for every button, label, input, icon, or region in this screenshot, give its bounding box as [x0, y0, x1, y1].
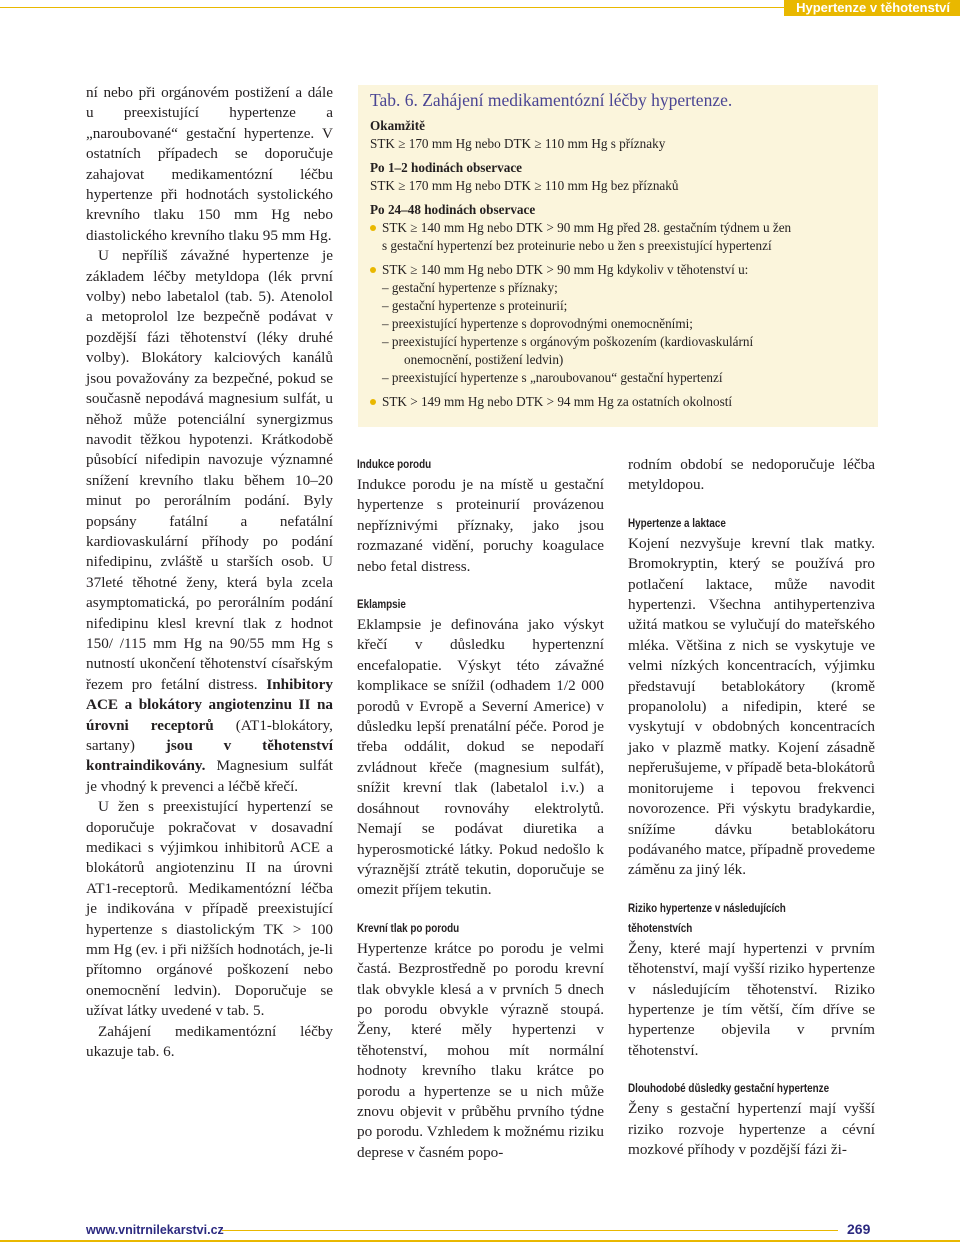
heading-labor-induction: Indukce porodu: [357, 459, 432, 471]
table-dash-4-cont: onemocnění, postižení ledvin): [404, 352, 564, 367]
table-section-immediate: Okamžitě: [370, 118, 425, 133]
table-dash-4: – preexistující hypertenze s orgánovým poškozením (kardiovaskulární: [382, 334, 754, 349]
left-paragraph-2: [86, 246, 333, 797]
table-6-box: [358, 85, 878, 427]
right-column: [628, 455, 875, 1160]
left-paragraph-2-text: U nepříliš závažné hypertenze je základem léčby metyldopa (lék první volby) nebo labetalol (tab. 5). Atenolol a metoprolol lze bezpečně podávat v pozdější fázi těhotenství (léky druhé volby). Blokátory kalciových kanálů jsou považovány za bezpečné, pokud se současně nepodává magnesium sulfát, u něhož může potenciální synergizmus navodit těžkou hypotenzi. Krátkodobě působící nifedipin navozuje významné snížení krevního tlaku během 10–20 minut po perorálním podání. Byly popsány fatální a nefatální kardiovaskulární příhody po podání nifedipinu, zvláště u starších osob. U 37leté těhotné ženy, která byla zcela asymptomatická, po perorálním podání nifedipinu klesl krevní tlak z hodnot 150/ /115 mm Hg na 90/55 mm Hg s nutností ukončení těhotenství císařským řezem pro fetální distress.: [86, 247, 333, 693]
table-dash-5: – preexistující hypertenze s „naroubovanou“ gestační hypertenzí: [382, 370, 723, 385]
running-header: [0, 0, 960, 16]
right-paragraph-3: Ženy s gestační hypertenzí mají vyšší riziko rozvoje hypertenze a cévní mozkové příhody v pozdější fázi ži-: [628, 1100, 875, 1158]
table-bullet-1-line-1: STK ≥ 140 mm Hg nebo DTK > 90 mm Hg před 28. gestačním týdnem u žen: [382, 220, 792, 235]
right-paragraph-2: Ženy, které mají hypertenzi v prvním těhotenství, mají vyšší riziko hypertenze v následujícím těhotenství. Riziko hypertenze je tím větší, čím dříve se hypertenze objevila v prvním těhotenství.: [628, 939, 875, 1059]
right-paragraph-0: rodním období se nedoporučuje léčba metyldopou.: [628, 456, 875, 494]
table-bullet-1: [370, 219, 866, 255]
heading-postpartum-bp: Krevní tlak po porodu: [357, 922, 460, 935]
mid-paragraph-2: Eklampsie je definována jako výskyt křečí v důsledku hypertenzní encefalopatie. Výskyt této závažné komplikace se snížil (odhadem 1/2 000 porodů v Evropě a Severní Americe) v důsledku lepší prenatální péče. Porod je třeba oddálit, dokud se nepodaří zvládnout křeče (magnesium sulfát), snížit krevní tlak (labetalol i.v.) a dosáhnout rovnováhy elektrolytů. Nemají se podávat diuretika a hyperosmotické látky. Pokud nedošlo k výraznější ztrátě tekutin, doporučuje se omezit příjem tekutin.: [357, 616, 604, 899]
table-line-1-2h: STK ≥ 170 mm Hg nebo DTK ≥ 110 mm Hg bez příznaků: [370, 178, 679, 193]
left-paragraph-2-bold-a: Inhibitory ACE a blokátory angiotenzinu II na úrovni receptorů: [86, 675, 333, 734]
left-paragraph-1: ní nebo při orgánovém postižení a dále u preexistující hypertenze a „naroubované“ gestační hypertenze. V ostatních případech se doporučuje zahajovat medikamentózní léčbu hypertenze při hodnotách systolického krevního tlaku 150 mm Hg nebo diastolického krevního tlaku 95 mm Hg.: [86, 84, 333, 244]
table-section-1-2h: Po 1–2 hodinách observace: [370, 160, 523, 175]
table-bullet-3-text: STK > 149 mm Hg nebo DTK > 94 mm Hg za ostatních okolností: [382, 394, 733, 409]
table-section-24-48h: Po 24–48 hodinách observace: [370, 202, 536, 217]
table-dash-1: – gestační hypertenze s příznaky;: [382, 280, 558, 295]
table-line-immediate: STK ≥ 170 mm Hg nebo DTK ≥ 110 mm Hg s příznaky: [370, 136, 666, 151]
left-column: [86, 83, 333, 1063]
table-title: Tab. 6. Zahájení medikamentózní léčby hypertenze.: [370, 90, 733, 110]
table-bullet-1-line-2: s gestační hypertenzí bez proteinurie nebo u žen s preexistující hypertenzí: [382, 238, 772, 253]
right-paragraph-1: Kojení nezvyšuje krevní tlak matky. Bromokryptin, který se používá pro potlačení laktace, může navodit hypertenzi. Všechna antihypertenziva užitá matkou se vylučují do mateřského mléka. Většina z nich se vyskytuje ve velmi nízkých koncentracích, výjimku představují betablokátory (kromě propanololu) a nifedipin, které se vyskytují v obdobných koncentracích jako v plazmě matky. Kojení zásadně nepřerušujeme, v případě beta-blokátorů monitorujeme i tepovou frekvenci novorozence. Při výskytu bradykardie, snížíme dávku betablokátoru podávaného matce, případně provedeme záměnu za jiný lék.: [628, 534, 875, 879]
heading-long-term-consequences: Dlouhodobé důsledky gestační hypertenze: [628, 1083, 830, 1096]
table-dash-2: – gestační hypertenze s proteinurií;: [382, 298, 568, 313]
bullet-dot-icon: [370, 267, 376, 273]
table-dash-3: – preexistující hypertenze s doprovodnými onemocněními;: [382, 316, 693, 331]
heading-eclampsia: Eklampsie: [357, 599, 406, 612]
left-paragraph-3: U žen s preexistující hypertenzí se doporučuje pokračovat v dosavadní medikaci s výjimkou inhibitorů ACE a blokátorů angiotenzinu II na úrovni AT1-receptorů. Medikamentózní léčba je indikována v případě preexistující hypertenze s diastolickým TK > 100 mm Hg (ev. i při nižších hodnotách, je-li přítomno orgánové poškození nebo onemocnění ledvin). Doporučuje se užívat látky uvedené v tab. 5.: [86, 798, 333, 1020]
table-bullet-2-text: STK ≥ 140 mm Hg nebo DTK > 90 mm Hg kdykoliv v těhotenství u:: [382, 262, 749, 277]
left-paragraph-2-plain: (AT1-blokátory, sartany): [86, 716, 333, 754]
footer-website-link[interactable]: www.vnitrnilekarstvi.cz: [86, 1223, 224, 1237]
table-bullet-3: [370, 393, 866, 411]
page-number: 269: [847, 1221, 871, 1237]
table-bullet-2: [370, 261, 866, 279]
mid-paragraph-3: Hypertenze krátce po porodu je velmi častá. Bezprostředně po porodu krevní tlak obvykle klesá a v prvních 5 dnech po porodu obvykle výrazně stoupá. Ženy, které měly hypertenzi v těhotenství, mohou mít normální hodnoty krevního tlaku krátce po porodu a hypertenze se u nich může znovu objevit v průběhu prvního týdne po porodu. Vzhledem k možnému riziku deprese v časném popo-: [357, 939, 604, 1161]
left-paragraph-4: Zahájení medikamentózní léčby ukazuje tab. 6.: [86, 1022, 333, 1061]
footer-rule: [222, 1230, 838, 1231]
middle-column: [357, 455, 604, 1163]
left-paragraph-2-bold-b: jsou v těhotenství kontraindikovány.: [86, 737, 334, 775]
bullet-dot-icon: [370, 399, 376, 405]
running-header-title: Hypertenze v těhotenství: [784, 0, 960, 16]
left-paragraph-2-tail: Magnesium sulfát je vhodný k prevenci a léčbě křečí.: [86, 757, 333, 795]
bullet-dot-icon: [370, 225, 376, 231]
heading-subsequent-pregnancy-risk: Riziko hypertenze v následujících těhotenstvích: [628, 902, 786, 935]
heading-lactation: Hypertenze a laktace: [628, 517, 726, 530]
mid-paragraph-1: Indukce porodu je na místě u gestační hypertenze s proteinurií provázenou nepříznivými příznaky, jako jsou rozmazané vidění, poruchy koagulace nebo fetal distress.: [357, 476, 604, 575]
